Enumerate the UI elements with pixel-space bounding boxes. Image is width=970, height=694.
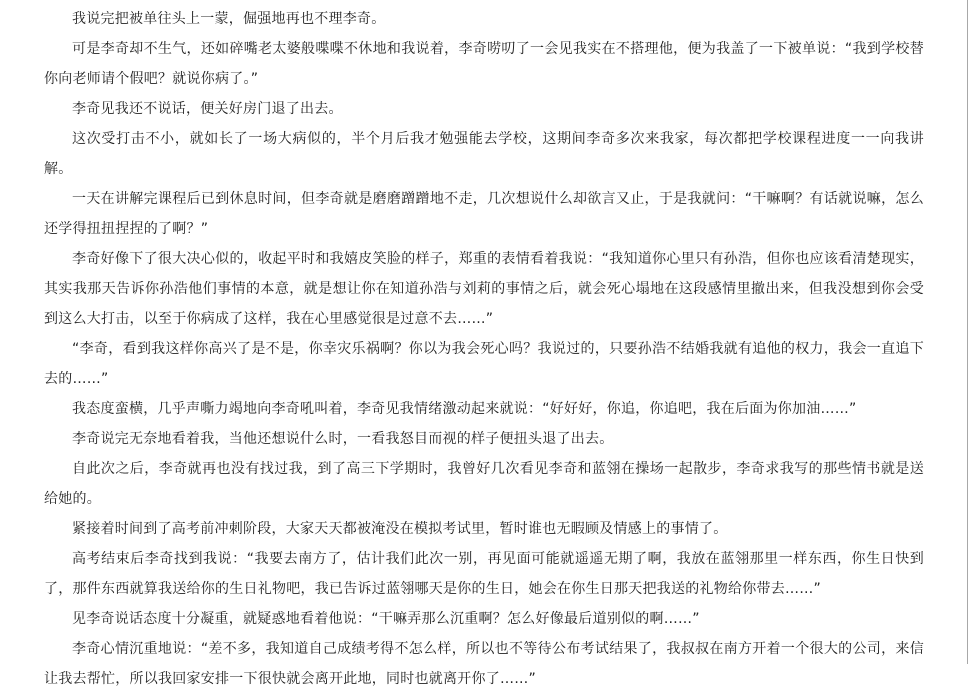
paragraph: “李奇，看到我这样你高兴了是不是，你幸灾乐祸啊？你以为我会死心吗？我说过的，只要孙浩不结婚我就有追他的权力，我会一直追下去的……” bbox=[44, 341, 924, 387]
paragraph: 李奇心情沉重地说：“差不多，我知道自己成绩考得不怎么样，所以也不等待公布考试结果了，我叔叔在南方开着一个很大的公司，来信让我去帮忙，所以我回家安排一下很快就会离开此地，同时也就离开你了……” bbox=[44, 641, 924, 687]
paragraph: 我态度蛮横，几乎声嘶力竭地向李奇吼叫着，李奇见我情绪激动起来就说：“好好好，你追，你追吧，我在后面为你加油……” bbox=[72, 401, 857, 417]
paragraph: 见李奇说话态度十分凝重，就疑惑地看着他说：“干嘛弄那么沉重啊？怎么好像最后道别似的啊……” bbox=[72, 611, 700, 627]
paragraph: 我说完把被单往头上一蒙，倔强地再也不理李奇。 bbox=[72, 11, 386, 27]
paragraph: 可是李奇却不生气，还如碎嘴老太婆般喋喋不休地和我说着，李奇唠叨了一会见我实在不搭理他，便为我盖了一下被单说：“我到学校替你向老师请个假吧？就说你病了。” bbox=[44, 41, 924, 87]
paragraph: 紧接着时间到了高考前冲刺阶段，大家天天都被淹没在模拟考试里，暂时谁也无暇顾及情感上的事情了。 bbox=[72, 521, 728, 537]
paragraph: 李奇说完无奈地看着我，当他还想说什么时，一看我怒目而视的样子便扭头退了出去。 bbox=[72, 431, 614, 447]
paragraph: 自此次之后，李奇就再也没有找过我，到了高三下学期时，我曾好几次看见李奇和蓝翎在操场一起散步，李奇求我写的那些情书就是送给她的。 bbox=[44, 461, 924, 507]
paragraph: 一天在讲解完课程后已到休息时间，但李奇就是磨磨蹭蹭地不走，几次想说什么却欲言又止，于是我就问：“干嘛啊？有话就说嘛，怎么还学得扭扭捏捏的了啊？” bbox=[44, 191, 924, 237]
paragraph: 李奇见我还不说话，便关好房门退了出去。 bbox=[72, 101, 343, 117]
paragraph: 高考结束后李奇找到我说：“我要去南方了，估计我们此次一别，再见面可能就遥遥无期了啊，我放在蓝翎那里一样东西，你生日快到了，那件东西就算我送给你的生日礼物吧，我已告诉过蓝翎哪天是你的生日，她会在你生日那天把我送的礼物给你带去……” bbox=[44, 551, 924, 597]
paragraph: 这次受打击不小，就如长了一场大病似的，半个月后我才勉强能去学校，这期间李奇多次来我家，每次都把学校课程进度一一向我讲解。 bbox=[44, 131, 924, 177]
paragraph: 李奇好像下了很大决心似的，收起平时和我嬉皮笑脸的样子，郑重的表情看着我说：“我知道你心里只有孙浩，但你也应该看清楚现实，其实我那天告诉你孙浩他们事情的本意，就是想让你在知道孙浩与刘莉的事情之后，就会死心塌地在这段感情里撤出来，但我没想到你会受到这么大打击，以至于你病成了这样，我在心里感觉很是过意不去……” bbox=[44, 251, 924, 327]
article-body bbox=[44, 4, 924, 694]
